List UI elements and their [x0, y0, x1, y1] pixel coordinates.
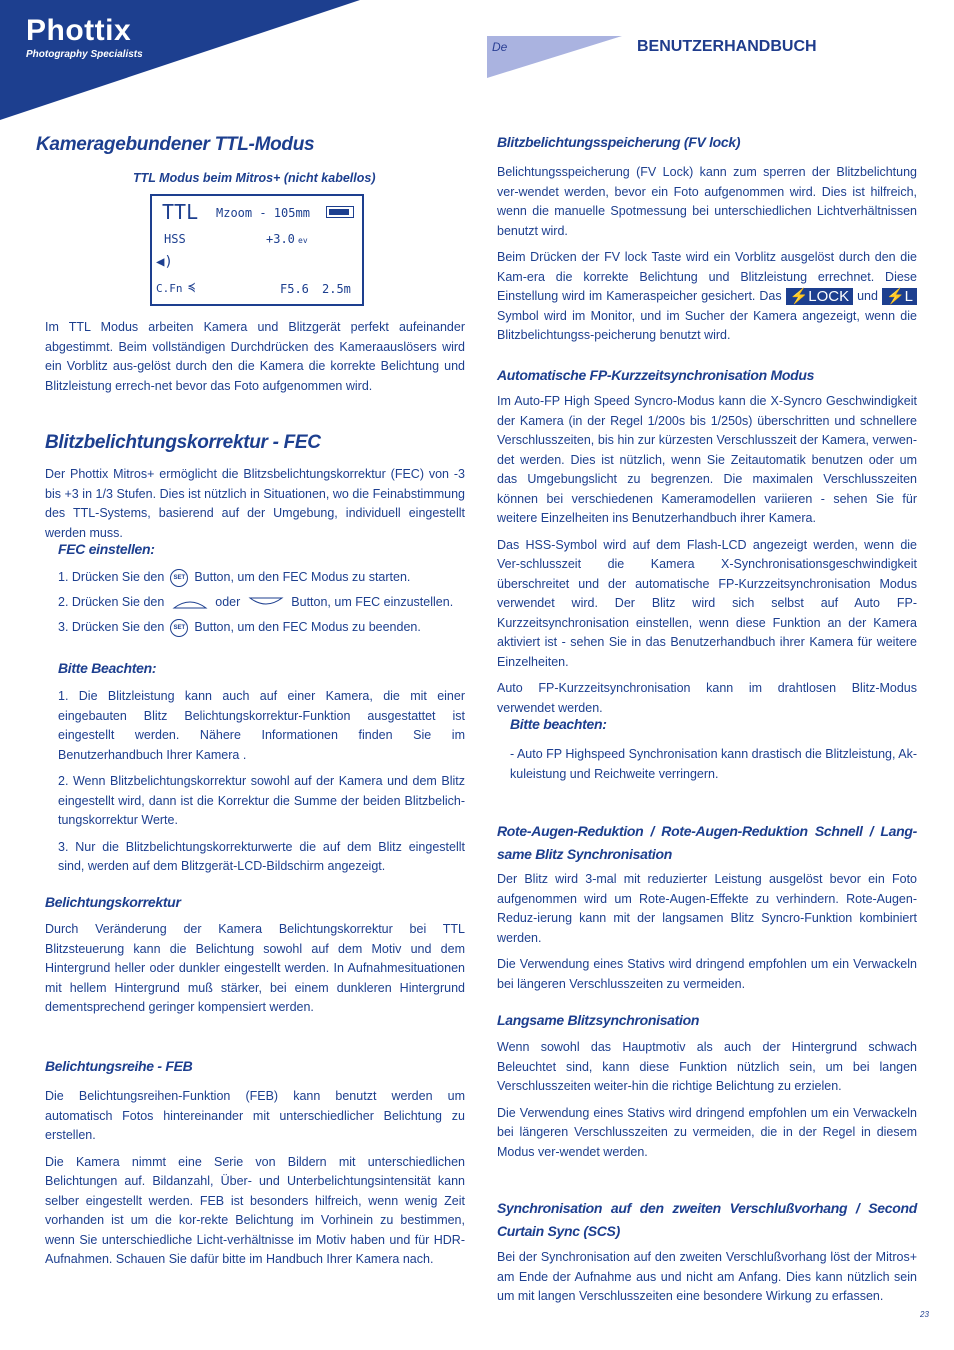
zoom-up-button-icon [172, 596, 208, 610]
fec-step-3: 3. Drücken Sie den SET Button, um den FEC Modus zu beenden. [58, 618, 468, 637]
fv-text-1: Belichtungsspeicherung (FV Lock) kann zum sperren der Blitzbelichtung ver-wendet werden, bevor ein Foto aufgenommen wird. Dies ist hilfreich, wenn die manuelle Spotmessung bei unterschiedlichen Lichtverhältnissen benutzt wird. [497, 165, 917, 238]
wireless-icon: ≼ [188, 280, 196, 294]
note-title: Bitte Beachten: [58, 660, 157, 676]
note-1: 1. Die Blitzleistung kann auch auf einer Kamera, die mit einer eingebauten Blitz Belichtungskorrektur-Funktion ausgestattet ist eingestellt werden. Nähere Informationen finden Sie im Benutzerhandbuch Ihrer Kamera . [58, 689, 465, 762]
set-button-icon: SET [170, 619, 188, 637]
slow-sync-text-2: Die Verwendung eines Stativs wird dringend empfohlen um ein Verwackeln bei längeren Verschlusszeiten zu vermeiden, die in der Regel in diesem Modus ver-wendet werden. [497, 1105, 917, 1159]
scs-title: Synchronisation auf den zweiten Verschlußvorhang / Second Curtain Sync (SCS) [497, 1200, 917, 1239]
fp-title: Automatische FP-Kurzzeitsynchronisation Modus [497, 367, 815, 383]
brand-tagline: Photography Specialists [26, 49, 143, 60]
fec-title: Blitzbelichtungskorrektur - FEC [45, 432, 321, 453]
red-eye-text-1: Der Blitz wird 3-mal mit reduzierter Leistung ausgelöst bevor ein Foto aufgenommen wird um Rote-Augen-Effekte zu verhindern. Rote-Augen-Reduz-ierung kann mit der langsamen Blitz Syncro-Funktion kombiniert werden. [497, 872, 917, 945]
fv-title: Blitzbelichtungsspeicherung (FV lock) [497, 134, 741, 150]
fp-text-2: Das HSS-Symbol wird auf dem Flash-LCD angezeigt werden, wenn die Ver-schlusszeit die Kamera X-Synchronisationsgeschwindigkeit überschreitet und der automatische FP-Kurzzeitsynchronisation Modus verwendet wird. Der Blitz wird sich selbst auf Auto FP-Kurzzeitsynchronisation einstellen, wenn diese Funktion an der Kamera aktiviert ist - sehen Sie in das Benutzerhandbuch ihrer Kamera für weitere Einzelheiten. [497, 537, 917, 669]
language-tag: De [492, 40, 508, 54]
feb-text-1: Die Belichtungsreihen-Funktion (FEB) kann benutzt werden um automatisch Fotos hintereinander mit unterschiedlicher Belichtung zu erstellen. [45, 1089, 465, 1142]
note-3: 3. Nur die Blitzbelichtungskorrekturwerte die auf dem Blitz eingestellt sind, werden auf dem Blitzgerät-LCD-Bildschirm angezeigt. [58, 839, 465, 873]
fec-text: Der Phottix Mitros+ ermöglicht die Blitzsbelichtungskorrektur (FEC) von -3 bis +3 in 1/3 Stufen. Dies ist nützlich in Situationen, wo die Feinabstimmung des TTL-Systems, basierend auf der Umgebung, individuell eingestellt werden muss. [45, 467, 465, 540]
red-eye-text-2: Die Verwendung eines Stativs wird dringend empfohlen um ein Verwackeln bei längeren Verschlusszeiten zu vermeiden. [497, 957, 917, 991]
lcd-fec-unit: ev [298, 236, 308, 245]
manual-title: BENUTZERHANDBUCH [637, 38, 817, 55]
flash-lock-icon: ⚡LOCK [786, 288, 854, 305]
bk-text: Durch Veränderung der Kamera Belichtungskorrektur bei TTL Blitzsteuerung kann die Belichtung sowohl auf dem Motiv und dem Hintergrund heller oder dunkler eingestellt werden. In Aufnahmesituationen mit hellem Hintergrund muß stärker, bei einem dunkleren Hintergrund dementsprechend geringer kompensiert werden. [45, 922, 465, 1014]
fec-step-2: 2. Drücken Sie den oder Button, um FEC einzustellen. [58, 595, 454, 609]
fp-note: - Auto FP Highspeed Synchronisation kann drastisch die Blitzleistung, Ak-kuleistung und Reichweite verringern. [510, 747, 917, 781]
lcd-zoom: Mzoom - 105mm [216, 206, 310, 220]
lcd-caption: TTL Modus beim Mitros+ (nicht kabellos) [133, 171, 376, 185]
brand-logo: Phottix [26, 14, 132, 47]
lcd-aperture: F5.6 [280, 282, 309, 296]
fp-text-3: Auto FP-Kurzzeitsynchronisation kann im drahtlosen Blitz-Modus verwendet werden. [497, 681, 917, 715]
slow-sync-title: Langsame Blitzsynchronisation [497, 1012, 700, 1028]
page-number: 23 [920, 1310, 929, 1319]
ttl-text: Im TTL Modus arbeiten Kamera und Blitzgerät perfekt aufeinander abgestimmt. Beim vollständigen Durchdrücken des Kameraauslösers wird ein Vorblitz aus-gelöst durch den die Kamera die korrekte Belichtung und Blitzleistung errech-net bevor das Foto aufgenommen wird. [45, 320, 465, 393]
lcd-mode: TTL [162, 200, 199, 224]
bk-title: Belichtungskorrektur [45, 894, 181, 910]
zoom-down-button-icon [248, 596, 284, 610]
fp-note-title: Bitte beachten: [510, 716, 607, 732]
lcd-fec: +3.0 [266, 232, 295, 246]
slow-sync-text-1: Wenn sowohl das Hauptmotiv als auch der Hintergrund schwach Beleuchtet sind, kann diese Funktion nützlich sein, um bei langen Verschlusszeiten weiter-hin die richtige Belichtung zu erzielen. [497, 1040, 917, 1093]
fv-text-2: Beim Drücken der FV lock Taste wird ein Vorblitz ausgelöst durch den die Kam-era die korrekte Belichtung und Blitzleistung errechnet. Diese Einstellung wird im Kameraspeicher gesichert. Das ⚡LOCK und ⚡L Symbol wird im Monitor, und im Sucher der Kamera angezeigt, wenn die Blitzbelichtungss-peicherung benutzt wird. [497, 250, 917, 342]
ttl-title: Kameragebundener TTL-Modus [36, 134, 315, 155]
fec-set-title: FEC einstellen: [58, 541, 155, 557]
fec-step-1: 1. Drücken Sie den SET Button, um den FEC Modus zu starten. [58, 568, 468, 587]
feb-text-2: Die Kamera nimmt eine Serie von Bildern mit unterschiedlichen Belichtungen auf. Bildanzahl, Über- und Unterbelichtungsintensität kann selber eingestellt werden. FEB ist besonders hilfreich, wenn wenig Zeit vorhanden ist um die kor-rekte Belichtung im Vorhinein zu bestimmen, wenn Sie unterschiedliche Licht-verhältnisse im Motiv haben und für HDR-Aufnahmen. Schauen Sie dafür bitte im Handbuch Ihrer Kamera nach. [45, 1154, 465, 1266]
flash-l-icon: ⚡L [882, 288, 917, 305]
lcd-distance: 2.5m [322, 282, 351, 296]
speaker-icon: ◀) [156, 254, 173, 270]
battery-icon [326, 206, 354, 218]
lcd-hss: HSS [164, 232, 186, 246]
scs-text: Bei der Synchronisation auf den zweiten Verschlußvorhang löst der Mitros+ am Ende der Aufnahme aus und nicht am Anfang. Dies kann nützlich sein um mit langen Verschlusszeiten eine besondere Wirkung zu erfassen. [497, 1250, 917, 1303]
set-button-icon: SET [170, 569, 188, 587]
note-2: 2. Wenn Blitzbelichtungskorrektur sowohl auf der Kamera und dem Blitz eingestellt wird, dann ist die Korrektur die Summe der beiden Blitzbelich-tungskorrektur Werte. [58, 774, 465, 827]
fp-text-1: Im Auto-FP High Speed Syncro-Modus kann die X-Syncro Geschwindigkeit der Kamera (in der Regel 1/200s bis 1/250s) überschritten und schnellere Verschlusszeiten, bis hin zur kürzesten Verschlusszeit der Kamera, verwen-det werden. Dies ist nützlich, wenn Sie Zeitautomatik benutzen oder um das Umgebungslicht zu begrenzen. Die maximalen Verschlusszeiten können bei verschiedenen Kameramodellen variieren - sehen Sie für weitere Einzelheiten ins Benutzerhandbuch ihrer Kamera. [497, 394, 917, 525]
red-eye-title: Rote-Augen-Reduktion / Rote-Augen-Reduktion Schnell / Lang-same Blitz Synchronisation [497, 823, 917, 862]
lcd-screen [150, 194, 364, 306]
lcd-cfn: C.Fn [156, 282, 183, 295]
feb-title: Belichtungsreihe - FEB [45, 1058, 193, 1074]
